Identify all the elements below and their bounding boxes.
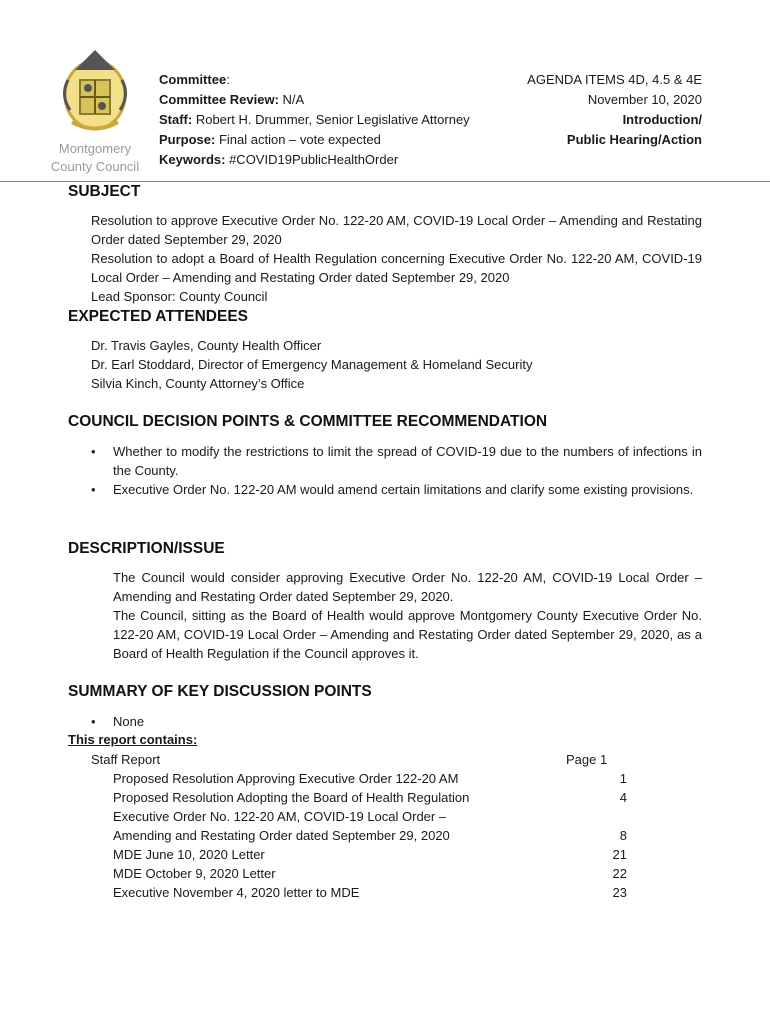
toc-staff-page: Page 1	[566, 752, 608, 767]
meta-keywords: Keywords: #COVID19PublicHealthOrder	[159, 152, 399, 167]
toc-item: Amending and Restating Order dated September 29, 2020	[113, 828, 450, 843]
meta-committee-review: Committee Review: N/A	[159, 92, 305, 107]
toc-item: MDE June 10, 2020 Letter	[113, 847, 265, 862]
agenda-date: November 10, 2020	[587, 92, 702, 107]
council-name-logo-text: Montgomery County Council	[50, 141, 140, 174]
toc-item-page: 23	[612, 885, 627, 900]
toc-item-page: 4	[619, 790, 627, 805]
toc-item-page: 21	[612, 847, 627, 862]
attendee-line: Silvia Kinch, County Attorney’s Office	[91, 376, 305, 391]
toc-item: Executive November 4, 2020 letter to MDE	[113, 885, 360, 900]
description-paragraph: The Council, sitting as the Board of Health would approve Montgomery County Executive Order No. 122-20 AM, COVID-19 Local Order – Amending and Restating Order dated September 29, 2020, as a Board of Health Regulation if the Council approves it.	[113, 608, 702, 661]
summary-bullet: • None	[91, 712, 702, 731]
summary-heading: SUMMARY OF KEY DISCUSSION POINTS	[68, 683, 372, 700]
decision-heading: COUNCIL DECISION POINTS & COMMITTEE RECOMMENDATION	[68, 413, 548, 430]
decision-bullet: • Executive Order No. 122-20 AM would amend certain limitations and clarify some existing provisions.	[91, 480, 702, 499]
description-body	[113, 568, 702, 663]
contents-title: This report contains:	[68, 732, 198, 747]
attendees-body	[91, 336, 702, 393]
meta-purpose: Purpose: Final action – vote expected	[159, 132, 381, 147]
attendees-heading: EXPECTED ATTENDEES	[68, 308, 248, 325]
toc-item-page: 1	[619, 771, 627, 786]
subject-line: Lead Sponsor: County Council	[91, 289, 268, 304]
description-heading: DESCRIPTION/ISSUE	[68, 540, 225, 557]
subject-body	[91, 211, 702, 306]
toc-item: Executive Order No. 122-20 AM, COVID-19 Local Order –	[113, 809, 447, 824]
toc-staff-report: Staff Report	[91, 752, 161, 767]
toc-item: MDE October 9, 2020 Letter	[113, 866, 276, 881]
description-paragraph: The Council would consider approving Executive Order No. 122-20 AM, COVID-19 Local Order – Amending and Restating Order dated September 29, 2020.	[113, 570, 702, 604]
subject-line: Resolution to approve Executive Order No. 122-20 AM, COVID-19 Local Order – Amending and Restating Order dated September 29, 2020	[91, 213, 702, 247]
county-seal-logo	[50, 40, 140, 140]
agenda-items: AGENDA ITEMS 4D, 4.5 & 4E	[527, 72, 702, 87]
attendee-line: Dr. Travis Gayles, County Health Officer	[91, 338, 322, 353]
meta-staff: Staff: Robert H. Drummer, Senior Legislative Attorney	[159, 112, 470, 127]
agenda-block	[527, 70, 702, 150]
meta-committee: Committee:	[159, 72, 230, 87]
toc-item: Proposed Resolution Approving Executive Order 122-20 AM	[113, 771, 459, 786]
agenda-action-2: Public Hearing/Action	[566, 132, 702, 147]
committee-meta	[159, 70, 470, 170]
subject-heading: SUBJECT	[68, 183, 141, 200]
toc-item-page: 22	[612, 866, 627, 881]
decision-bullets	[91, 442, 702, 499]
subject-line: Resolution to adopt a Board of Health Regulation concerning Executive Order No. 122-20 AM, COVID-19 Local Order – Amending and Restating Order dated September 29, 2020	[91, 251, 702, 285]
toc-item-page: 8	[619, 828, 627, 843]
decision-bullet: • Whether to modify the restrictions to limit the spread of COVID-19 due to the numbers of infections in the County.	[91, 442, 702, 480]
header-divider	[0, 181, 770, 182]
attendee-line: Dr. Earl Stoddard, Director of Emergency Management & Homeland Security	[91, 357, 533, 372]
summary-bullets	[91, 712, 702, 731]
toc-item: Proposed Resolution Adopting the Board of Health Regulation	[113, 790, 470, 805]
agenda-action-1: Introduction/	[622, 112, 702, 127]
